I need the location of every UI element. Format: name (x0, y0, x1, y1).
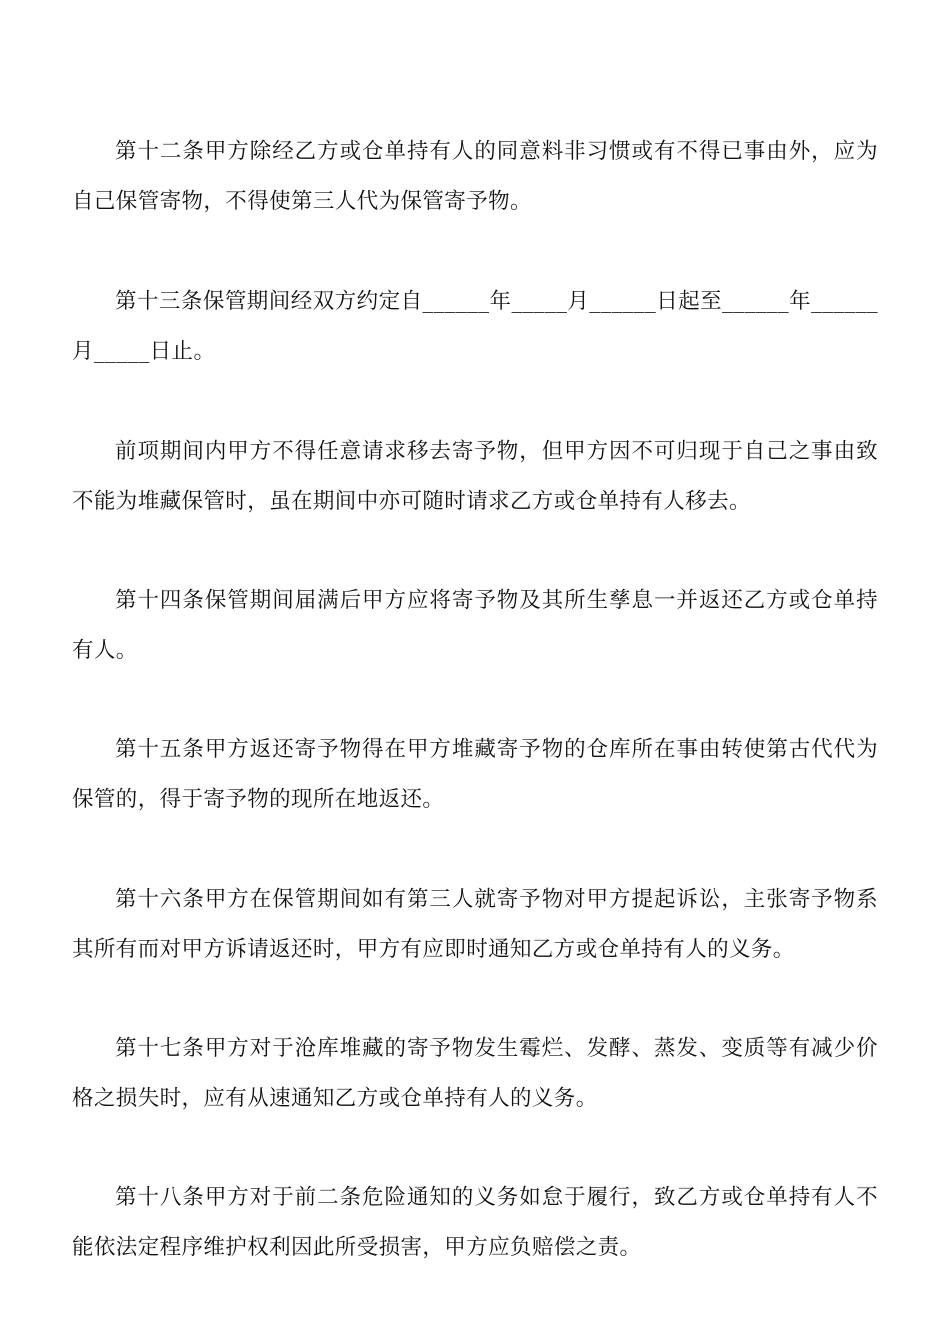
article-12-paragraph: 第十二条甲方除经乙方或仓单持有人的同意料非习惯或有不得已事由外，应为自己保管寄物，不得使第三人代为保管寄予物。 (72, 139, 878, 214)
article-18-paragraph: 第十八条甲方对于前二条危险通知的义务如怠于履行，致乙方或仓单持有人不能依法定程序维护权利因此所受损害，甲方应负赔偿之责。 (72, 1185, 878, 1260)
article-13-supplement-paragraph: 前项期间内甲方不得任意请求移去寄予物，但甲方因不可归现于自己之事由致不能为堆藏保管时，虽在期间中亦可随时请求乙方或仓单持有人移去。 (72, 439, 878, 514)
article-17-paragraph: 第十七条甲方对于沧库堆藏的寄予物发生霉烂、发酵、蒸发、变质等有减少价格之损失时，应有从速通知乙方或仓单持有人的义务。 (72, 1036, 878, 1111)
article-16-paragraph: 第十六条甲方在保管期间如有第三人就寄予物对甲方提起诉讼，主张寄予物系其所有而对甲方诉请返还时，甲方有应即时通知乙方或仓单持有人的义务。 (72, 887, 878, 962)
article-15-paragraph: 第十五条甲方返还寄予物得在甲方堆藏寄予物的仓库所在事由转使第古代代为保管的，得于寄予物的现所在地返还。 (72, 737, 878, 812)
article-14-paragraph: 第十四条保管期间届满后甲方应将寄予物及其所生孳息一并返还乙方或仓单持有人。 (72, 588, 878, 663)
article-13-paragraph: 第十三条保管期间经双方约定自______年_____月______日起至______年______月_____日止。 (72, 289, 878, 364)
